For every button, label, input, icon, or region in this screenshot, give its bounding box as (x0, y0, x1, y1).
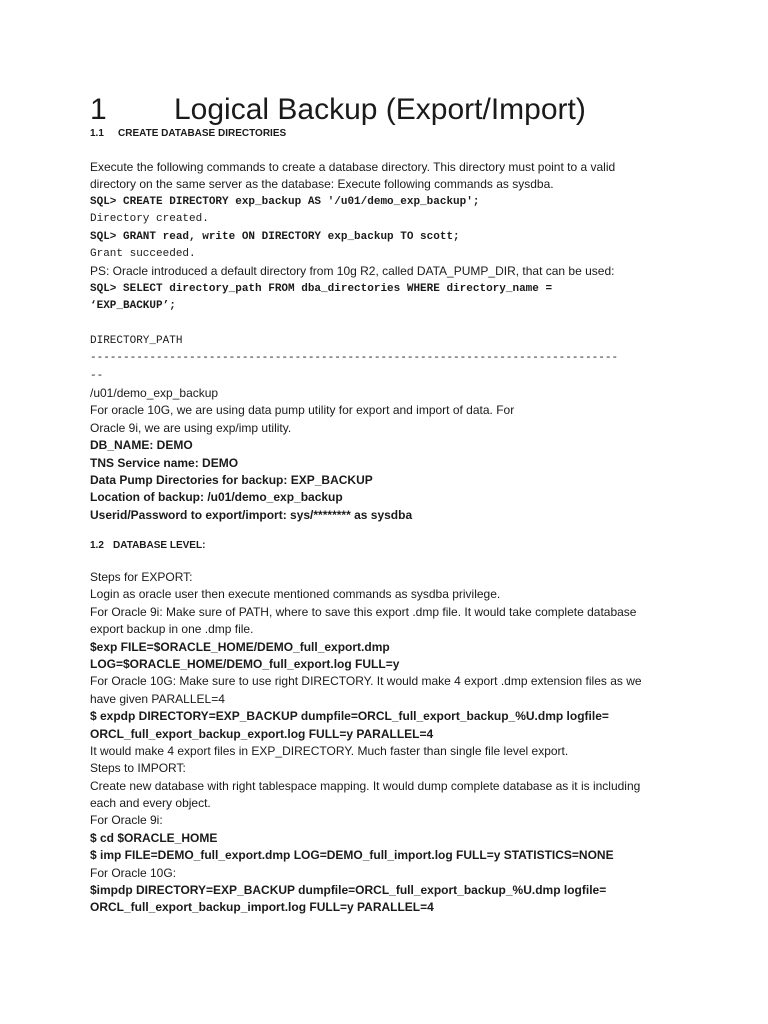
text-line: Create new database with right tablespace mapping. It would dump complete database as it is including (90, 778, 641, 793)
blank-line (90, 316, 700, 333)
heading-1-2 (90, 539, 700, 553)
shell-command: $ cd $ORACLE_HOME (90, 830, 218, 845)
text-line: Oracle 9i, we are using exp/imp utility. (90, 420, 292, 435)
shell-command: $ imp FILE=DEMO_full_export.dmp LOG=DEMO_full_import.log FULL=y STATISTICS=NONE (90, 848, 614, 863)
shell-command: $ expdp DIRECTORY=EXP_BACKUP dumpfile=ORCL_full_export_backup_%U.dmp logfile= (90, 709, 609, 724)
sql-output-divider: -------------------------------------------------------------------------------- (90, 352, 619, 365)
info-line: TNS Service name: DEMO (90, 455, 239, 470)
sql-command: ‘EXP_BACKUP’; (90, 300, 176, 313)
text-line: /u01/demo_exp_backup (90, 386, 219, 401)
section-1-1-body (90, 159, 700, 524)
info-line: DB_NAME: DEMO (90, 438, 193, 453)
text-line: For Oracle 9i: Make sure of PATH, where to save this export .dmp file. It would take complete database (90, 604, 637, 619)
heading-1-2-title: DATABASE LEVEL: (113, 540, 206, 551)
sql-output-divider: -- (90, 369, 104, 382)
sql-command: SQL> CREATE DIRECTORY exp_backup AS '/u01/demo_exp_backup'; (90, 195, 480, 208)
text-line: For Oracle 10G: (90, 865, 177, 880)
text-line: Steps for EXPORT: (90, 570, 193, 584)
heading-1-1 (90, 127, 700, 141)
heading-1-number: 1 (90, 93, 107, 126)
text-line: each and every object. (90, 796, 211, 811)
heading-1 (90, 88, 700, 132)
sql-command: SQL> SELECT directory_path FROM dba_directories WHERE directory_name = (90, 282, 553, 295)
sql-output: DIRECTORY_PATH (90, 334, 183, 347)
info-line: Data Pump Directories for backup: EXP_BACKUP (90, 473, 373, 488)
info-line: Userid/Password to export/import: sys/******** as sysdba (90, 507, 413, 522)
heading-1-title: Logical Backup (Export/Import) (174, 93, 586, 126)
heading-1-1-title: CREATE DATABASE DIRECTORIES (118, 128, 287, 139)
heading-1-2-number: 1.2 (90, 540, 104, 551)
text-line: Login as oracle user then execute mentioned commands as sysdba privilege. (90, 587, 501, 602)
sql-output: Directory created. (90, 213, 209, 226)
shell-command: LOG=$ORACLE_HOME/DEMO_full_export.log FULL=y (90, 656, 400, 671)
text-line: directory on the same server as the database: Execute following commands as sysdba. (90, 177, 554, 192)
text-line: PS: Oracle introduced a default directory from 10g R2, called DATA_PUMP_DIR, that can be used: (90, 264, 615, 279)
text-line: For Oracle 10G: Make sure to use right DIRECTORY. It would make 4 export .dmp extension files as we (90, 674, 642, 689)
text-line: Execute the following commands to create a database directory. This directory must point to a valid (90, 160, 616, 174)
heading-1-1-number: 1.1 (90, 128, 104, 139)
shell-command: $impdp DIRECTORY=EXP_BACKUP dumpfile=ORCL_full_export_backup_%U.dmp logfile= (90, 883, 607, 898)
sql-command: SQL> GRANT read, write ON DIRECTORY exp_backup TO scott; (90, 230, 460, 243)
text-line: export backup in one .dmp file. (90, 622, 254, 637)
sql-output: Grant succeeded. (90, 247, 196, 260)
shell-command: ORCL_full_export_backup_export.log FULL=y PARALLEL=4 (90, 726, 434, 741)
section-1-2-body (90, 569, 700, 917)
text-line: have given PARALLEL=4 (90, 691, 225, 706)
info-line: Location of backup: /u01/demo_exp_backup (90, 490, 343, 505)
shell-command: ORCL_full_export_backup_import.log FULL=y PARALLEL=4 (90, 900, 434, 915)
text-line: Steps to IMPORT: (90, 761, 186, 776)
text-line: For Oracle 9i: (90, 813, 163, 828)
shell-command: $exp FILE=$ORACLE_HOME/DEMO_full_export.dmp (90, 639, 390, 654)
text-line: It would make 4 export files in EXP_DIRECTORY. Much faster than single file level export. (90, 743, 569, 758)
text-line: For oracle 10G, we are using data pump utility for export and import of data. For (90, 403, 515, 418)
